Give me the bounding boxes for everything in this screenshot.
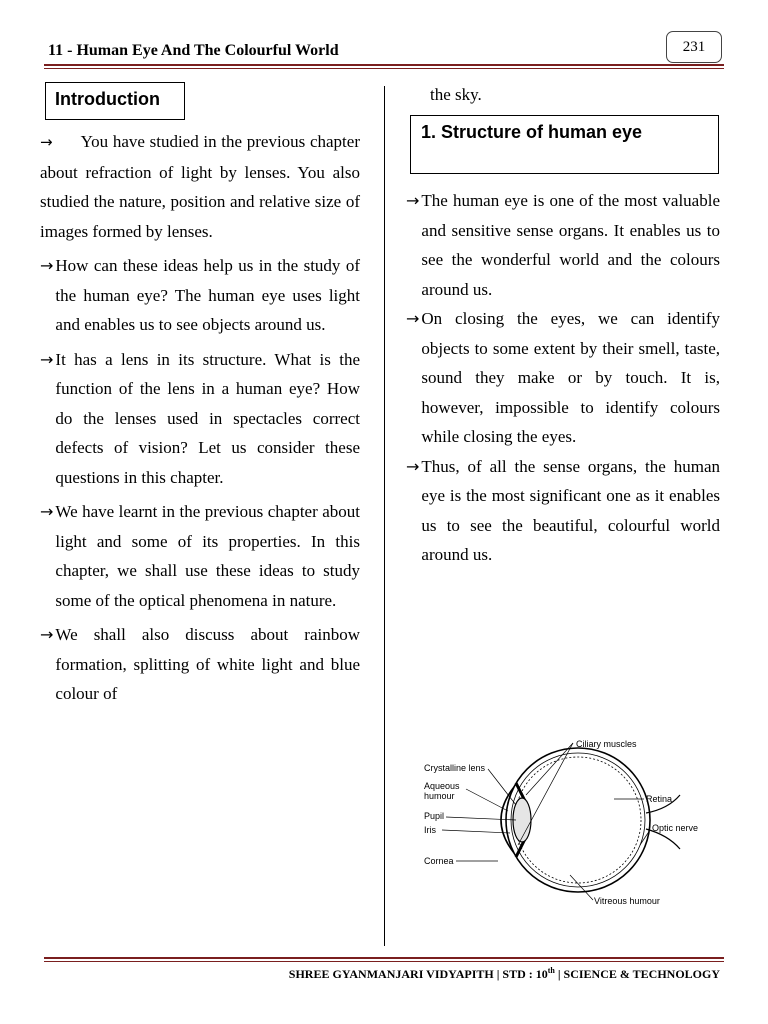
list-item-text: Thus, of all the sense organs, the human eye is the most significant one as it enables us to see the beautiful, colourful world around us. [421, 456, 720, 564]
footer-rule-thick [44, 957, 724, 959]
label-iris: Iris [424, 825, 436, 835]
label-cornea: Cornea [424, 856, 454, 866]
list-item-text: The human eye is one of the most valuable and sensitive sense organs. It enables us to see the wonderful world and the colours around us. [421, 191, 720, 299]
list-item-text: We have learnt in the previous chapter about light and some of its properties. In this chapter, we shall use these ideas to study some of the optical phenomena in nature. [55, 502, 360, 610]
header-rule-thick [44, 64, 724, 66]
label-aqueous: Aqueous [424, 781, 460, 791]
list-item [40, 620, 360, 709]
label-crystalline-lens: Crystalline lens [424, 763, 486, 773]
arrow-icon: → [406, 456, 420, 476]
header-title: 11 - Human Eye And The Colourful World [48, 42, 339, 59]
footer-subject: SCIENCE & TECHNOLOGY [563, 967, 720, 981]
arrow-icon: → [406, 309, 420, 328]
page-number: 231 [666, 31, 722, 63]
footer-text: SHREE GYANMANJARI VIDYAPITH | STD : 10th | SCIENCE & TECHNOLOGY [288, 966, 720, 981]
intro-paragraph [40, 127, 360, 246]
list-item [40, 345, 360, 493]
arrow-icon: → [40, 349, 54, 369]
footer-rule-thin [44, 961, 724, 962]
right-column [406, 186, 720, 570]
label-retina: Retina [646, 794, 673, 804]
footer-school: SHREE GYANMANJARI VIDYAPITH [288, 967, 494, 981]
list-item [40, 497, 360, 615]
footer-std-sup: th [547, 966, 555, 975]
introduction-heading: Introduction [55, 89, 160, 109]
intro-paragraph-text: You have studied in the previous chapter about refraction of light by lenses. You also studied the nature, position and relative size of images formed by lenses. [40, 132, 360, 241]
list-item [406, 452, 720, 570]
label-optic-nerve: Optic nerve [652, 823, 699, 833]
arrow-icon: → [40, 625, 54, 644]
eyeball-inner [515, 757, 641, 883]
list-item-text: How can these ideas help us in the study of the human eye? The human eye uses light and enables us to see objects around us. [55, 256, 360, 334]
list-item [40, 251, 360, 340]
footer-std: STD : 10 [502, 967, 548, 981]
list-item-text: We shall also discuss about rainbow formation, splitting of white light and blue colour of [55, 625, 360, 703]
arrow-icon: → [40, 502, 54, 521]
list-item-text: It has a lens in its structure. What is the function of the lens in a human eye? How do the lenses used in spectacles correct defects of vision? Let us consider these questions in this chapter. [55, 349, 360, 487]
label-humour: humour [424, 791, 455, 801]
header-rule-thin [44, 68, 724, 69]
introduction-heading-box [45, 82, 185, 120]
label-vitreous-humour: Vitreous humour [594, 896, 660, 906]
arrow-icon: → [40, 256, 54, 275]
arrow-icon: → [406, 191, 420, 210]
continued-text: the sky. [430, 85, 482, 104]
arrow-icon: → [40, 133, 53, 151]
label-ciliary-muscles: Ciliary muscles [576, 739, 637, 749]
structure-heading: 1. Structure of human eye [421, 122, 643, 142]
human-eye-diagram [418, 725, 718, 920]
list-item [406, 186, 720, 304]
structure-heading-box [410, 115, 719, 174]
column-divider [384, 86, 385, 946]
list-item-text: On closing the eyes, we can identify objects to some extent by their smell, taste, sound they make or by touch. It is, however, impossible to identify colours while closing the eyes. [421, 309, 720, 446]
list-item [406, 304, 720, 452]
label-pupil: Pupil [424, 811, 445, 821]
left-column [40, 127, 360, 709]
